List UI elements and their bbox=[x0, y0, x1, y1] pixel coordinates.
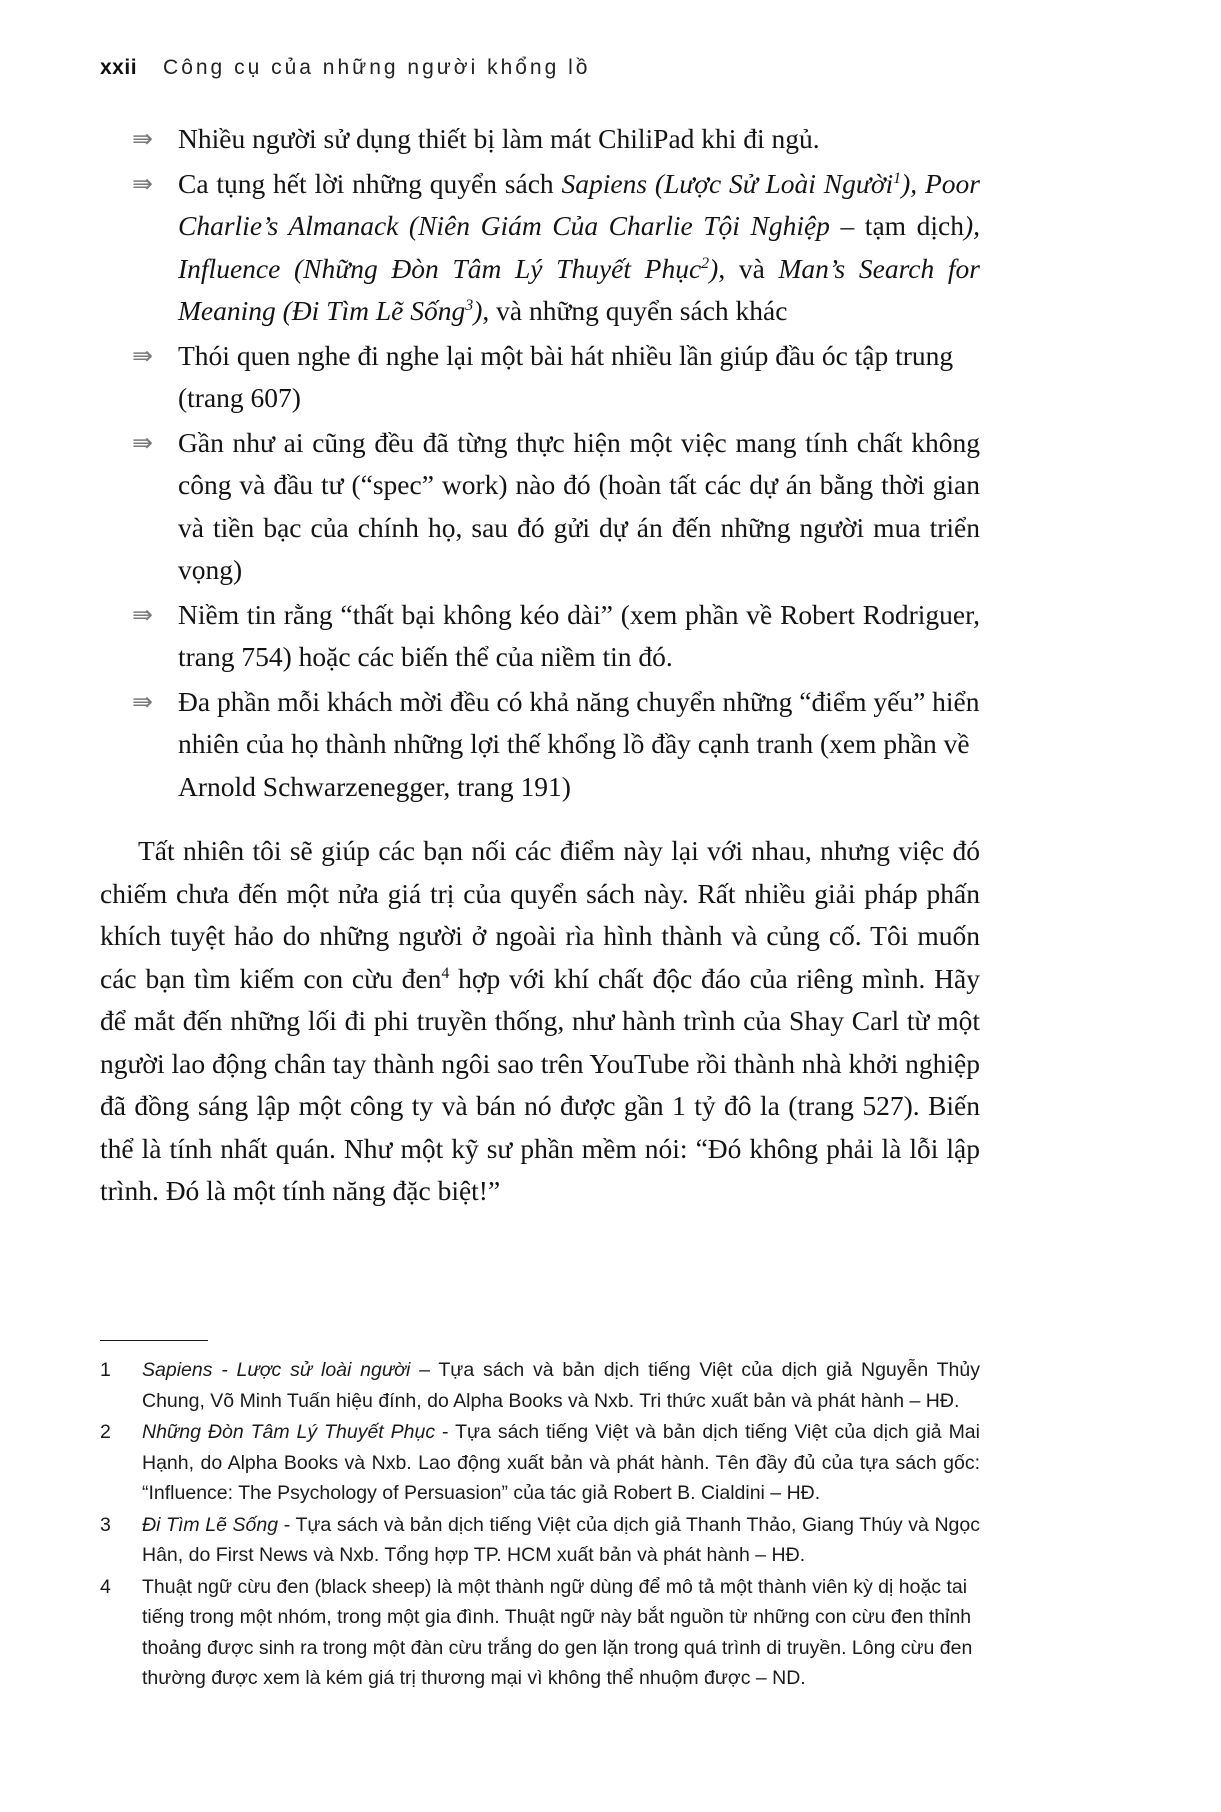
list-item-text: Gần như ai cũng đều đã từng thực hiện một việc mang tính chất không công và đầu tư (“spec” work) nào đó (hoàn tất các dự án bằng thời gian và tiền bạc của chính họ, sau đó gửi dự án đến những người mua triển vọng) bbox=[178, 426, 980, 585]
list-item bbox=[100, 594, 980, 679]
footnote-item bbox=[100, 1510, 980, 1571]
list-item bbox=[100, 422, 980, 592]
footnote-text: Đi Tìm Lẽ Sống - Tựa sách và bản dịch tiếng Việt của dịch giả Thanh Thảo, Giang Thúy và Ngọc Hân, do First News và Nxb. Tổng hợp TP. HCM xuất bản và phát hành – HĐ. bbox=[142, 1513, 980, 1566]
list-item-text: Nhiều người sử dụng thiết bị làm mát ChiliPad khi đi ngủ. bbox=[178, 123, 820, 154]
footnote-separator-rule bbox=[100, 1340, 208, 1341]
list-item bbox=[100, 335, 980, 420]
list-item-text: Ca tụng hết lời những quyển sách Sapiens (Lược Sử Loài Người$^1$), Poor Charlie’s Almanack (Niên Giám Của Charlie Tội Nghiệp – tạm dịch), Influence (Những Đòn Tâm Lý Thuyết Phục$^2$), và Man’s Search for Meaning (Đi Tìm Lẽ Sống$^3$), và những quyển sách khác bbox=[178, 167, 980, 326]
running-head bbox=[100, 56, 590, 80]
page-body bbox=[100, 118, 980, 1213]
double-arrow-bullet-icon: ⇛ bbox=[132, 686, 153, 716]
footnote-item bbox=[100, 1355, 980, 1416]
footnote-item bbox=[100, 1572, 980, 1694]
list-item bbox=[100, 118, 980, 161]
list-item bbox=[100, 163, 980, 333]
double-arrow-bullet-icon: ⇛ bbox=[132, 124, 153, 153]
closing-paragraph: Tất nhiên tôi sẽ giúp các bạn nối các điểm này lại với nhau, nhưng việc đó chiếm chưa đến một nửa giá trị của quyển sách này. Rất nhiều giải pháp phấn khích tuyệt hảo do những người ở ngoài rìa hình thành và củng cố. Tôi muốn các bạn tìm kiếm con cừu đen$^4$ hợp với khí chất độc đáo của riêng mình. Hãy để mắt đến những lối đi phi truyền thống, như hành trình của Shay Carl từ một người lao động chân tay thành ngôi sao trên YouTube rồi thành nhà khởi nghiệp đã đồng sáng lập một công ty và bán nó được gần 1 tỷ đô la (trang 527). Biến thể là tính nhất quán. Như một kỹ sư phần mềm nói: “Đó không phải là lỗi lập trình. Đó là một tính năng đặc biệt!” bbox=[100, 835, 980, 1206]
footnote-text: Thuật ngữ cừu đen (black sheep) là một thành ngữ dùng để mô tả một thành viên kỳ dị hoặc tai tiếng trong một nhóm, trong một gia đình. Thuật ngữ này bắt nguồn từ những con cừu đen thỉnh thoảng được sinh ra trong một đàn cừu trắng do gen lặn trong quá trình di truyền. Lông cừu đen thường được xem là kém giá trị thương mại vì không thể nhuộm được – ND. bbox=[142, 1575, 973, 1689]
double-arrow-bullet-icon: ⇛ bbox=[132, 427, 153, 457]
double-arrow-bullet-icon: ⇛ bbox=[132, 340, 153, 370]
list-item bbox=[100, 681, 980, 809]
list-item-text: Đa phần mỗi khách mời đều có khả năng chuyển những “điểm yếu” hiển nhiên của họ thành những lợi thế khổng lồ đầy cạnh tranh (xem phần về Arnold Schwarzenegger, trang 191) bbox=[178, 685, 980, 802]
footnote-text: Những Đòn Tâm Lý Thuyết Phục - Tựa sách tiếng Việt và bản dịch tiếng Việt của dịch giả Mai Hạnh, do Alpha Books và Nxb. Lao động xuất bản và phát hành. Tên đầy đủ của tựa sách gốc: “Influence: The Psychology of Persuasion” của tác giả Robert B. Cialdini – HĐ. bbox=[142, 1421, 980, 1504]
double-arrow-bullet-icon: ⇛ bbox=[132, 168, 153, 198]
page-folio: xxii bbox=[100, 56, 138, 79]
running-head-title: Công cụ của những người khổng lồ bbox=[163, 56, 591, 79]
footnote-section bbox=[100, 1340, 980, 1695]
list-item-text: Niềm tin rằng “thất bại không kéo dài” (xem phần về Robert Rodriguer, trang 754) hoặc các biến thể của niềm tin đó. bbox=[178, 598, 980, 672]
bullet-list bbox=[100, 118, 980, 808]
list-item-text: Thói quen nghe đi nghe lại một bài hát nhiều lần giúp đầu óc tập trung (trang 607) bbox=[178, 339, 954, 413]
footnote-item bbox=[100, 1417, 980, 1509]
footnote-number: 3 bbox=[100, 1513, 111, 1536]
paragraph-spacer bbox=[100, 810, 980, 830]
footnote-list bbox=[100, 1355, 980, 1694]
footnote-number: 2 bbox=[100, 1421, 111, 1443]
footnote-number: 1 bbox=[100, 1359, 111, 1381]
double-arrow-bullet-icon: ⇛ bbox=[132, 599, 153, 629]
footnote-number: 4 bbox=[100, 1575, 111, 1598]
footnote-text: Sapiens - Lược sử loài người – Tựa sách và bản dịch tiếng Việt của dịch giả Nguyễn Thủy Chung, Võ Minh Tuấn hiệu đính, do Alpha Books và Nxb. Tri thức xuất bản và phát hành – HĐ. bbox=[142, 1359, 980, 1412]
